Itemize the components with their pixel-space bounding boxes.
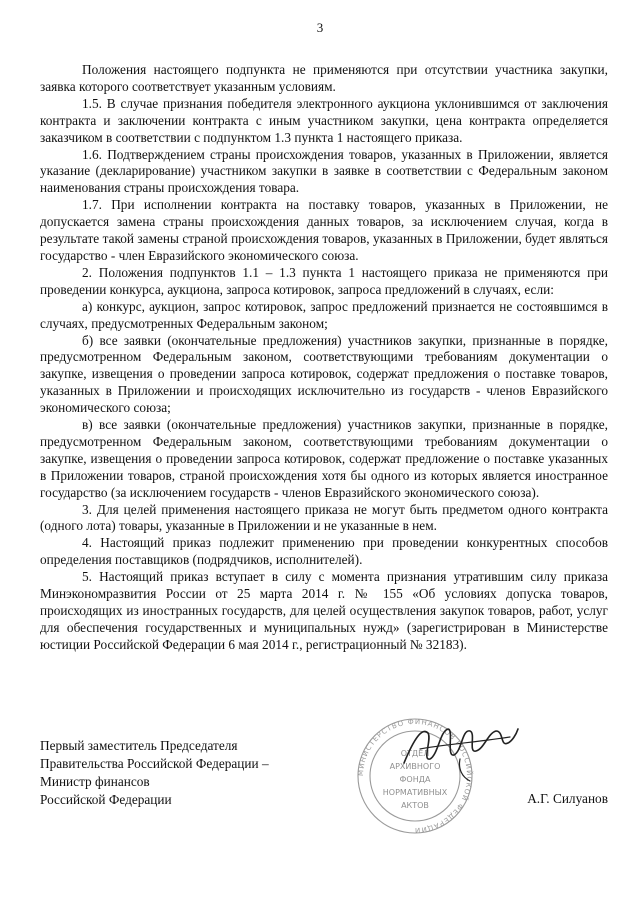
paragraph-2a: а) конкурс, аукцион, запрос котировок, запрос предложений признается не состоявшимся в случаях, предусмотренных Федеральным законом; [40, 298, 608, 331]
document-body [40, 62, 608, 654]
paragraph-5: 5. Настоящий приказ вступает в силу с момента признания утратившим силу приказа Минэкономразвития России от 25 марта 2014 г. № 155 «Об условиях допуска товаров, происходящих из иностранных государств, для целей осуществления закупок товаров, работ, услуг для обеспечения государственных и муниципальных нужд» (зарегистрирован в Министерстве юстиции Российской Федерации 6 мая 2014 г., регистрационный № 32183). [40, 569, 608, 652]
handwritten-signature [400, 719, 520, 789]
signer-title [40, 737, 269, 809]
stamp-line: ОТДЕЛ [400, 749, 430, 758]
stamp-ring-text: МИНИСТЕРСТВО ФИНАНСОВ РОССИЙСКОЙ ФЕДЕРАЦИИ [356, 717, 474, 835]
paragraph-2v: в) все заявки (окончательные предложения) участников закупки, признанные в порядке, предусмотренном Федеральным законом, соответствующими требованиям документации о закупке, извещения о проведении запроса котировок, содержат предложение о поставке указанных в Приложении товаров, страной происхождения хотя бы одного из которых является иностранное государство (за исключением государств - членов Евразийского экономического союза). [40, 417, 608, 500]
page-number: 3 [316, 20, 324, 35]
paragraph-0: Положения настоящего подпункта не применяются при отсутствии участника закупки, заявка которого соответствует указанным условиям. [40, 62, 608, 94]
paragraph-1-6: 1.6. Подтверждением страны происхождения товаров, указанных в Приложении, является указание (декларирование) участником закупки в заявке в соответствии с Федеральным законом наименования страны происхождения товара. [40, 146, 608, 196]
stamp-line: НОРМАТИВНЫХ [382, 788, 448, 797]
paragraph-2b: б) все заявки (окончательные предложения) участников закупки, признанные в порядке, предусмотренном Федеральным законом, соответствующими требованиям документации о закупке, извещения о проведении запроса котировок, содержат предложения о поставке товаров, указанных в Приложении и происходящих исключительно из государств - членов Евразийского экономического союза; [40, 332, 608, 416]
paragraph-3: 3. Для целей применения настоящего приказа не могут быть предметом одного контракта (одного лота) товары, указанные в Приложении и не указанные в нем. [40, 501, 608, 534]
paragraph-4: 4. Настоящий приказ подлежит применению при проведении конкурентных способов определения поставщиков (подрядчиков, исполнителей). [40, 535, 608, 568]
paragraph-1-5: 1.5. В случае признания победителя электронного аукциона уклонившимся от заключения контракта и заключении контракта с иным участником закупки, цена контракта определяется заказчиком в соответствии с подпунктом 1.3 пункта 1 настоящего приказа. [40, 95, 608, 145]
stamp-line: ФОНДА [399, 775, 431, 784]
signature-block [40, 717, 608, 835]
signer-title-line: Российской Федерации [40, 792, 172, 807]
stamp-line: АРХИВНОГО [389, 762, 441, 771]
paragraph-2: 2. Положения подпунктов 1.1 – 1.3 пункта 1 настоящего приказа не применяются при проведении конкурса, аукциона, запроса котировок, запроса предложений в случаях, если: [40, 264, 608, 297]
signer-title-line: Правительства Российской Федерации – [40, 756, 269, 771]
signer-title-line: Министр финансов [40, 774, 150, 789]
signer-title-line: Первый заместитель Председателя [40, 738, 238, 753]
signer-name: А.Г. Силуанов [527, 791, 608, 806]
stamp-line: АКТОВ [401, 801, 429, 810]
paragraph-1-7: 1.7. При исполнении контракта на поставку товаров, указанных в Приложении, не допускается замена страны происхождения данных товаров, за исключением случая, когда в результате такой замены страной происхождения товаров, указанных в Приложении, будет являться государство - член Евразийского экономического союза. [40, 197, 608, 263]
